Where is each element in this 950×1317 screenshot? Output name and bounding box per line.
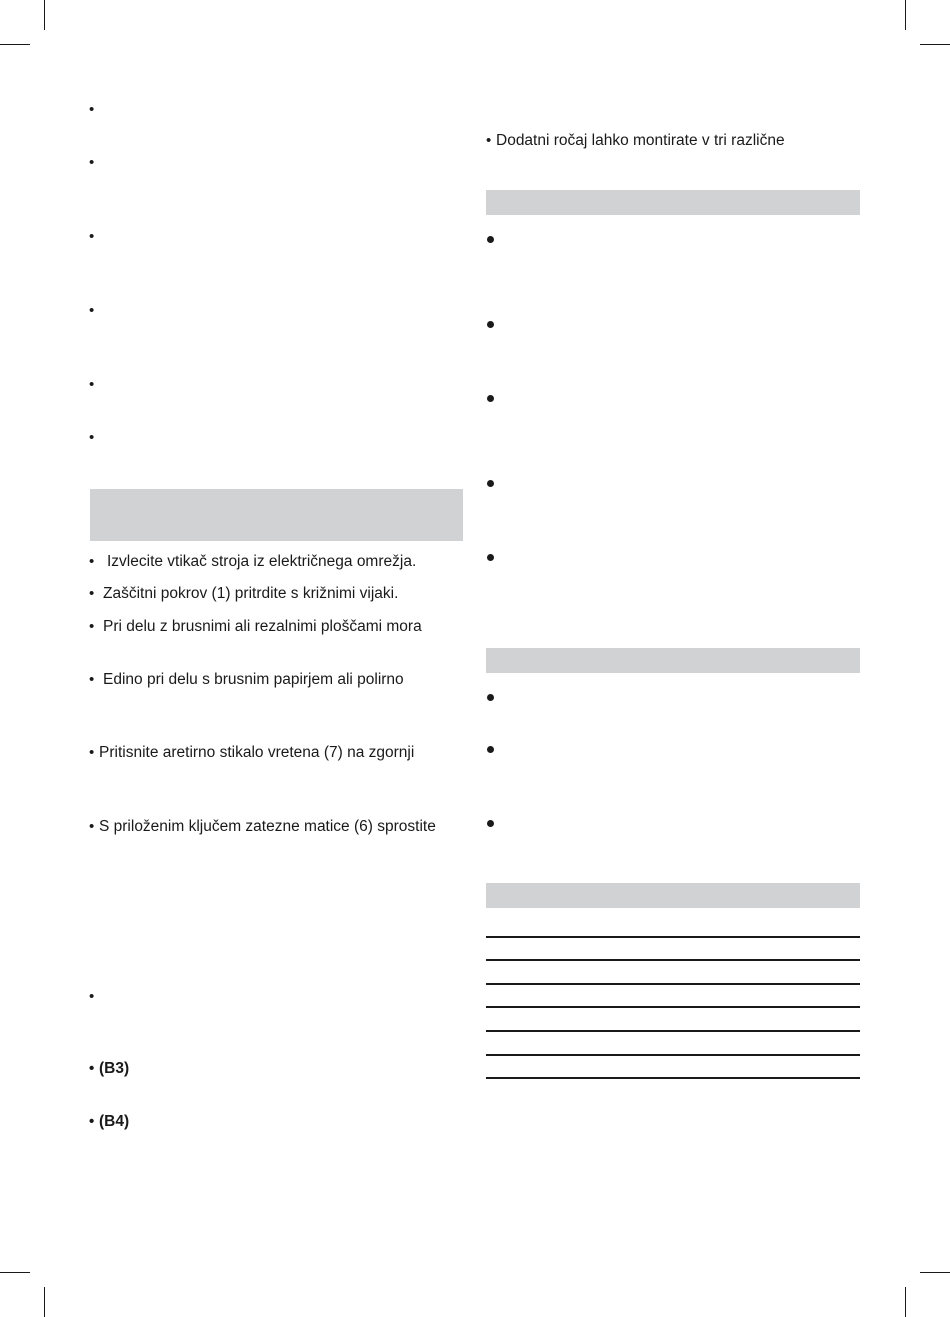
bullet-dot (487, 820, 494, 827)
list-item-text: Zaščitni pokrov (1) pritrdite s križnimi vijaki. (103, 585, 399, 602)
crop-mark-top-right-v (905, 0, 906, 30)
bullet-marker: • (89, 376, 95, 393)
table-row-divider (486, 983, 860, 985)
bullet-marker: • (89, 818, 95, 835)
bullet-marker: • (89, 744, 95, 761)
section-heading-bar (486, 190, 860, 215)
bullet-marker: • (89, 988, 95, 1005)
bullet-marker: • (89, 618, 95, 635)
bullet-dot (487, 694, 494, 701)
bullet-marker: • (89, 228, 95, 245)
table-header-bar (486, 883, 860, 908)
bullet-dot (487, 321, 494, 328)
bullet-marker: • (89, 154, 95, 171)
bullet-marker: • (486, 132, 492, 149)
table-row-divider (486, 1054, 860, 1056)
bullet-marker: • (89, 1060, 95, 1077)
crop-mark-top-left-v (44, 0, 45, 30)
crop-mark-top-left-h (0, 44, 30, 45)
bullet-dot (487, 746, 494, 753)
crop-mark-bottom-left-h (0, 1272, 30, 1273)
list-item-bold-label: (B4) (99, 1113, 130, 1130)
table-row-divider (486, 1006, 860, 1008)
bullet-marker: • (89, 1113, 95, 1130)
list-item-text: Edino pri delu s brusnim papirjem ali polirno (103, 671, 404, 688)
list-item-text: Izvlecite vtikač stroja iz električnega omrežja. (107, 553, 417, 570)
crop-mark-bottom-left-v (44, 1287, 45, 1317)
bullet-marker: • (89, 585, 95, 602)
bullet-marker: • (89, 101, 95, 118)
list-item-text: Pritisnite aretirno stikalo vretena (7) na zgornji (99, 744, 415, 761)
bullet-dot (487, 480, 494, 487)
bullet-marker: • (89, 553, 95, 570)
list-item-bold-label: (B3) (99, 1060, 130, 1077)
section-heading-bar (486, 648, 860, 673)
bullet-dot (487, 395, 494, 402)
bullet-marker: • (89, 671, 95, 688)
list-item-text: Dodatni ročaj lahko montirate v tri različne (496, 132, 785, 149)
list-item-text: S priloženim ključem zatezne matice (6) sprostite (99, 818, 436, 835)
crop-mark-bottom-right-v (905, 1287, 906, 1317)
list-item-text: Pri delu z brusnimi ali rezalnimi ploščami mora (103, 618, 422, 635)
bullet-marker: • (89, 429, 95, 446)
bullet-marker: • (89, 302, 95, 319)
table-row-divider (486, 959, 860, 961)
crop-mark-top-right-h (920, 44, 950, 45)
bullet-dot (487, 554, 494, 561)
table-row-divider (486, 1077, 860, 1079)
crop-mark-bottom-right-h (920, 1272, 950, 1273)
section-heading-bar (90, 489, 463, 541)
table-row-divider (486, 1030, 860, 1032)
bullet-dot (487, 236, 494, 243)
table-row-divider (486, 936, 860, 938)
